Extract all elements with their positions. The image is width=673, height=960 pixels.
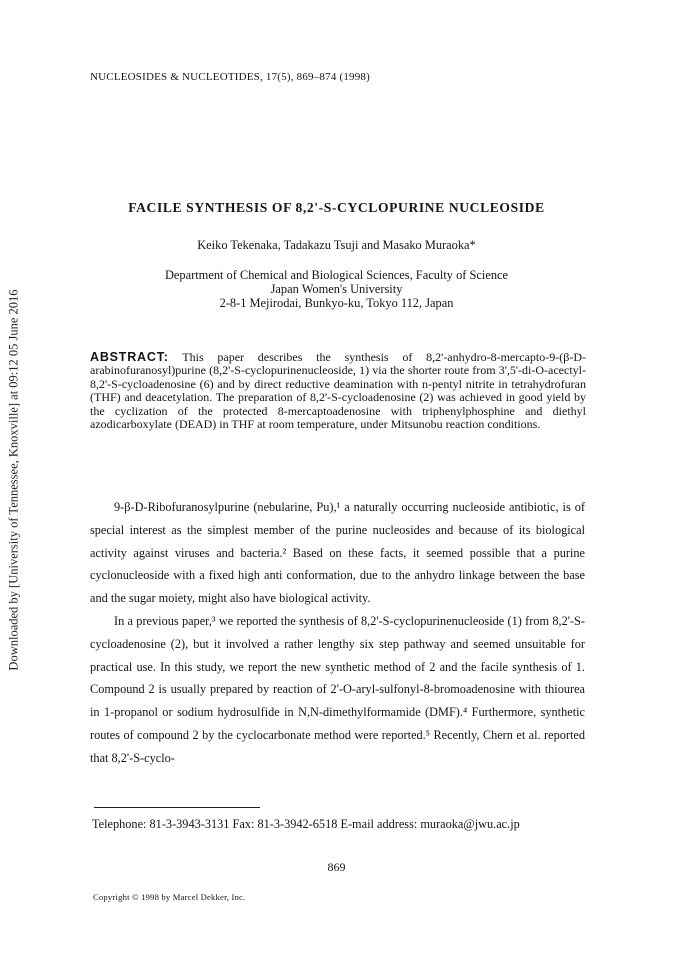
abstract-heading: ABSTRACT: <box>90 350 169 364</box>
affiliation-address: 2-8-1 Mejirodai, Bunkyo-ku, Tokyo 112, Japan <box>219 296 454 310</box>
page-number: 869 <box>327 860 346 874</box>
affiliation-department: Department of Chemical and Biological Sciences, Faculty of Science <box>164 268 509 282</box>
body-text <box>90 496 585 770</box>
affiliation <box>0 268 673 310</box>
copyright-notice: Copyright © 1998 by Marcel Dekker, Inc. <box>93 892 246 902</box>
footnote-divider <box>94 807 260 808</box>
journal-header: NUCLEOSIDES & NUCLEOTIDES, 17(5), 869–874 (1998) <box>90 71 370 83</box>
body-paragraph: 9-β-D-Ribofuranosylpurine (nebularine, Pu),¹ a naturally occurring nucleoside antibiotic, is of special interest as the simplest member of the purine nucleosides and because of its biological activity against viruses and bacteria.² Based on these facts, it seemed possible that a purine cyclonucleoside with a fixed high anti conformation, due to the anhydro linkage between the base and the sugar moiety, might also have biological activity. <box>90 500 585 606</box>
abstract-text: This paper describes the synthesis of 8,2'-anhydro-8-mercapto-9-(β-D-arabinofuranosyl)purine (8,2'-S-cyclopurinenucleoside, 1) via the shorter route from 3',5'-di-O-acectyl-8,2'-S-cycloadenosine (6) and by direct reductive deamination with n-pentyl nitrite in tetrahydrofuran (THF) and deacetylation. The preparation of 8,2'-S-cycloadenosine (2) was achieved in good yield by the cyclization of the protected 8-mercaptoadenosine with triphenylphosphine and diethyl azodicarboxylate (DEAD) in THF at room temperature, under Mitsunobu reaction conditions. <box>90 350 586 432</box>
body-paragraph: In a previous paper,³ we reported the synthesis of 8,2'-S-cyclopurinenucleoside (1) from 8,2'-S-cycloadenosine (2), but it involved a rather lengthy six step pathway and seemed unsuitable for practical use. In this study, we report the new synthetic method of 2 and the facile synthesis of 1. Compound 2 is usually prepared by reaction of 2'-O-aryl-sulfonyl-8-bromoadenosine with thiourea in 1-propanol or sodium hydrosulfide in N,N-dimethylformamide (DMF).⁴ Furthermore, synthetic routes of compound 2 by the cyclocarbonate method were reported.⁵ Recently, Chern et al. reported that 8,2'-S-cyclo- <box>90 613 585 765</box>
contact-footnote: Telephone: 81-3-3943-3131 Fax: 81-3-3942-6518 E-mail address: muraoka@jwu.ac.jp <box>92 817 520 831</box>
paper-title: FACILE SYNTHESIS OF 8,2'-S-CYCLOPURINE NUCLEOSIDE <box>128 200 545 215</box>
abstract <box>90 351 586 431</box>
affiliation-university: Japan Women's University <box>270 282 403 296</box>
download-watermark-text: Downloaded by [University of Tennessee, Knoxville] at 09:12 05 June 2016 <box>6 289 21 671</box>
author-list: Keiko Tekenaka, Tadakazu Tsuji and Masako Muraoka* <box>197 238 476 252</box>
